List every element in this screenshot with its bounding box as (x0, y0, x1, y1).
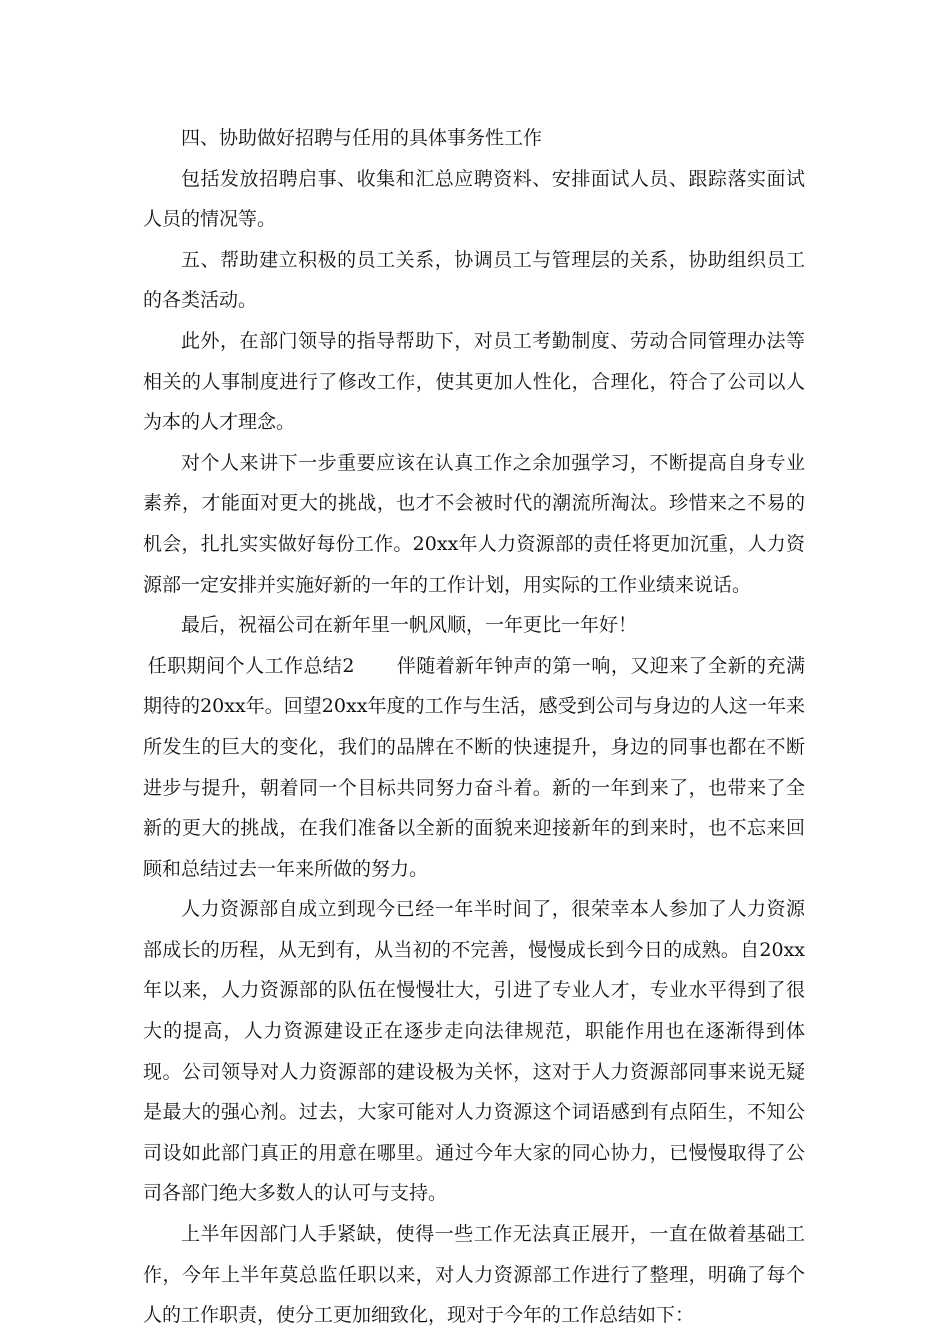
paragraph-work-summary-intro: 上半年因部门人手紧缺，使得一些工作无法真正展开，一直在做着基础工作，今年上半年莫总监任职以来，对人力资源部工作进行了整理，明确了每个人的工作职责，使分工更加细致化，现对于今年的工作总结如下： (143, 1223, 805, 1327)
paragraph-recruitment-details: 包括发放招聘启事、收集和汇总应聘资料、安排面试人员、跟踪落实面试人员的情况等。 (143, 167, 805, 231)
paragraph-recruitment-heading: 四、协助做好招聘与任用的具体事务性工作 (181, 127, 543, 149)
paragraph-personal-plan: 对个人来讲下一步重要应该在认真工作之余加强学习，不断提高自身专业素养，才能面对更大的挑战，也才不会被时代的潮流所淘汰。珍惜来之不易的机会，扎扎实实做好每份工作。20xx年人力资源部的责任将更加沉重，人力资源部一定安排并实施好新的一年的工作计划，用实际的工作业绩来说话。 (143, 451, 805, 596)
paragraph-system-revision: 此外，在部门领导的指导帮助下，对员工考勤制度、劳动合同管理办法等相关的人事制度进行了修改工作，使其更加人性化，合理化，符合了公司以人为本的人才理念。 (143, 329, 805, 434)
section-2-first-paragraph: 伴随着新年钟声的第一响，又迎来了全新的充满期待的20xx年。回望20xx年度的工作与生活，感受到公司与身边的人这一年来所发生的巨大的变化，我们的品牌在不断的快速提升，身边的同事也都在不断进步与提升，朝着同一个目标共同努力奋斗着。新的一年到来了，也带来了全新的更大的挑战，在我们准备以全新的面貌来迎接新年的到来时，也不忘来回顾和总结过去一年来所做的努力。 (143, 654, 805, 880)
paragraph-employee-relations: 五、帮助建立积极的员工关系，协调员工与管理层的关系，协助组织员工的各类活动。 (143, 248, 805, 312)
section-2-intro (143, 646, 805, 890)
paragraph-hr-development: 人力资源部自成立到现今已经一年半时间了，很荣幸本人参加了人力资源部成长的历程，从无到有，从当初的不完善，慢慢成长到今日的成熟。自20xx年以来，人力资源部的队伍在慢慢壮大，引进了专业人才，专业水平得到了很大的提高，人力资源建设正在逐步走向法律规范，职能作用也在逐渐得到体现。公司领导对人力资源部的建设极为关怀，这对于人力资源部同事来说无疑是最大的强心剂。过去，大家可能对人力资源这个词语感到有点陌生，不知公司设如此部门真正的用意在哪里。通过今年大家的同心协力，已慢慢取得了公司各部门绝大多数人的认可与支持。 (143, 898, 805, 1205)
paragraph-closing-wishes: 最后，祝福公司在新年里一帆风顺，一年更比一年好！ (181, 614, 638, 637)
document-body (143, 118, 805, 1336)
section-title: 任职期间个人工作总结2 (147, 654, 355, 677)
